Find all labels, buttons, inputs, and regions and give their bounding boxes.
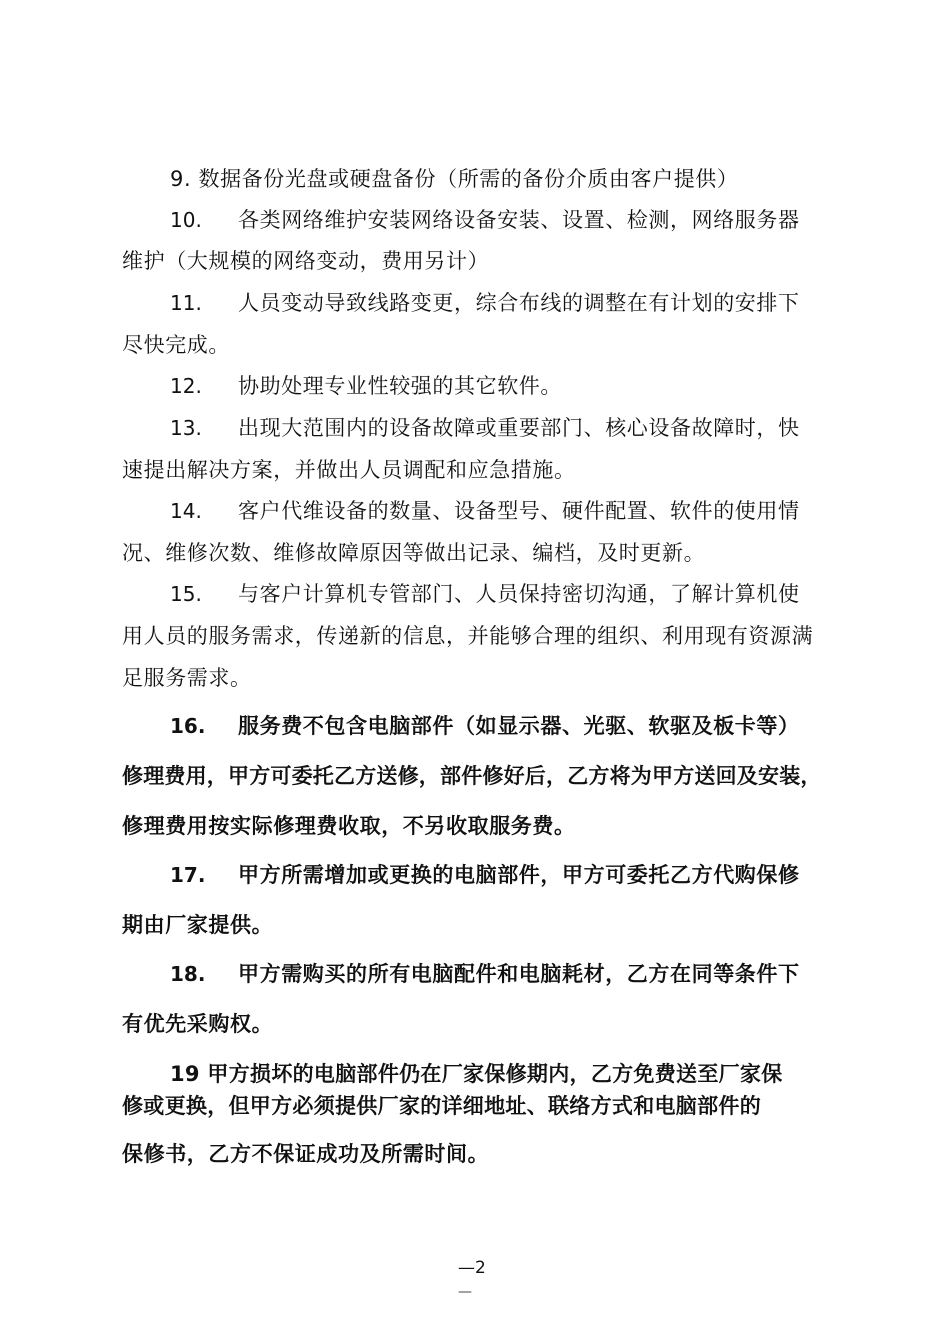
item-10-number: 10. xyxy=(170,208,202,232)
item-16-number: 16. xyxy=(170,714,206,738)
item-10-line-1: 各类网络维护安装网络设备安装、设置、检测，网络服务器 xyxy=(238,208,800,232)
item-17-line-2: 期由厂家提供。 xyxy=(122,913,274,937)
item-18-line-2: 有优先采购权。 xyxy=(122,1012,274,1036)
item-14-line-1: 客户代维设备的数量、设备型号、硬件配置、软件的使用情 xyxy=(238,499,800,523)
item-11-line-2: 尽快完成。 xyxy=(122,333,230,357)
item-14-number: 14. xyxy=(170,499,202,523)
item-19-line-1: 19 甲方损坏的电脑部件仍在厂家保修期内，乙方免费送至厂家保 xyxy=(170,1062,783,1086)
item-18-number: 18. xyxy=(170,962,206,986)
item-11-line-1: 人员变动导致线路变更，综合布线的调整在有计划的安排下 xyxy=(238,291,800,315)
item-11-number: 11. xyxy=(170,291,202,315)
item-19-line-2: 修或更换，但甲方必须提供厂家的详细地址、联络方式和电脑部件的 xyxy=(122,1094,761,1118)
item-13-number: 13. xyxy=(170,416,202,440)
item-17-line-1: 甲方所需增加或更换的电脑部件，甲方可委托乙方代购保修 xyxy=(238,863,800,887)
item-15-line-3: 足服务需求。 xyxy=(122,666,252,690)
item-15-line-1: 与客户计算机专管部门、人员保持密切沟通，了解计算机使 xyxy=(238,582,800,606)
item-13-line-2: 速提出解决方案，并做出人员调配和应急措施。 xyxy=(122,458,576,482)
item-9-line-1: 9. 数据备份光盘或硬盘备份（所需的备份介质由客户提供） xyxy=(170,167,739,191)
item-12-line-1: 协助处理专业性较强的其它软件。 xyxy=(238,374,562,398)
item-12-number: 12. xyxy=(170,374,202,398)
item-13-line-1: 出现大范围内的设备故障或重要部门、核心设备故障时，快 xyxy=(238,416,800,440)
item-17-number: 17. xyxy=(170,863,206,887)
item-10-line-2: 维护（大规模的网络变动，费用另计） xyxy=(122,249,490,273)
item-18-line-1: 甲方需购买的所有电脑配件和电脑耗材，乙方在同等条件下 xyxy=(238,962,800,986)
item-16-line-1: 服务费不包含电脑部件（如显示器、光驱、软驱及板卡等） xyxy=(238,714,800,738)
item-16-line-3: 修理费用按实际修理费收取，不另收取服务费。 xyxy=(122,814,576,838)
item-14-line-2: 况、维修次数、维修故障原因等做出记录、编档，及时更新。 xyxy=(122,541,706,565)
page-number-dash: — xyxy=(458,1284,472,1300)
item-19-line-3: 保修书，乙方不保证成功及所需时间。 xyxy=(122,1142,490,1166)
page-number: —2 xyxy=(458,1258,486,1278)
item-16-line-2: 修理费用，甲方可委托乙方送修，部件修好后，乙方将为甲方送回及安装， xyxy=(122,764,822,788)
item-15-line-2: 用人员的服务需求，传递新的信息，并能够合理的组织、利用现有资源满 xyxy=(122,624,814,648)
item-15-number: 15. xyxy=(170,582,202,606)
